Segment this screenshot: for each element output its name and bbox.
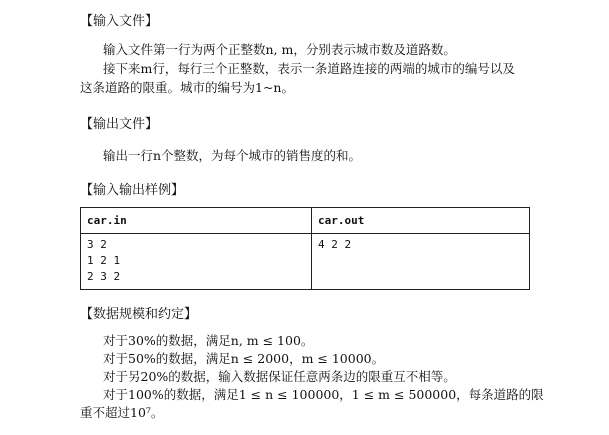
sample-output-cell <box>312 234 530 290</box>
output-description-line-1: 输出一行n个整数，为每个城市的销售度的和。 <box>103 148 362 163</box>
output-section-heading: 【输出文件】 <box>80 117 159 132</box>
input-description-line-2: 接下来m行，每行三个正整数，表示一条道路连接的两端的城市的编号以及 <box>103 61 515 76</box>
sample-input-cell <box>81 234 312 290</box>
input-section-heading: 【输入文件】 <box>80 14 159 29</box>
input-description-line-1: 输入文件第一行为两个正整数n, m，分别表示城市数及道路数。 <box>103 42 456 57</box>
constraints-section-heading: 【数据规模和约定】 <box>80 307 198 322</box>
constraint-line-5: 重不超过10⁷。 <box>80 405 164 420</box>
sample-output-line: 4 2 2 <box>318 238 352 251</box>
input-description-line-3: 这条道路的限重。城市的编号为1~n。 <box>80 80 294 95</box>
sample-input-line: 1 2 1 <box>87 254 121 267</box>
constraint-line-4: 对于100%的数据，满足1 ≤ n ≤ 100000，1 ≤ m ≤ 500000，每条道路的限 <box>103 387 544 402</box>
sample-table <box>80 207 530 290</box>
sample-input-line: 3 2 <box>87 238 107 251</box>
constraint-line-1: 对于30%的数据，满足n, m ≤ 100。 <box>103 333 314 348</box>
sample-input-line: 2 3 2 <box>87 270 121 283</box>
sample-output-header: car.out <box>312 208 530 234</box>
sample-section-heading: 【输入输出样例】 <box>80 183 185 198</box>
constraint-line-2: 对于50%的数据，满足n ≤ 2000，m ≤ 10000。 <box>103 351 385 366</box>
sample-input-header: car.in <box>81 208 312 234</box>
constraint-line-3: 对于另20%的数据，输入数据保证任意两条边的限重互不相等。 <box>103 369 456 384</box>
